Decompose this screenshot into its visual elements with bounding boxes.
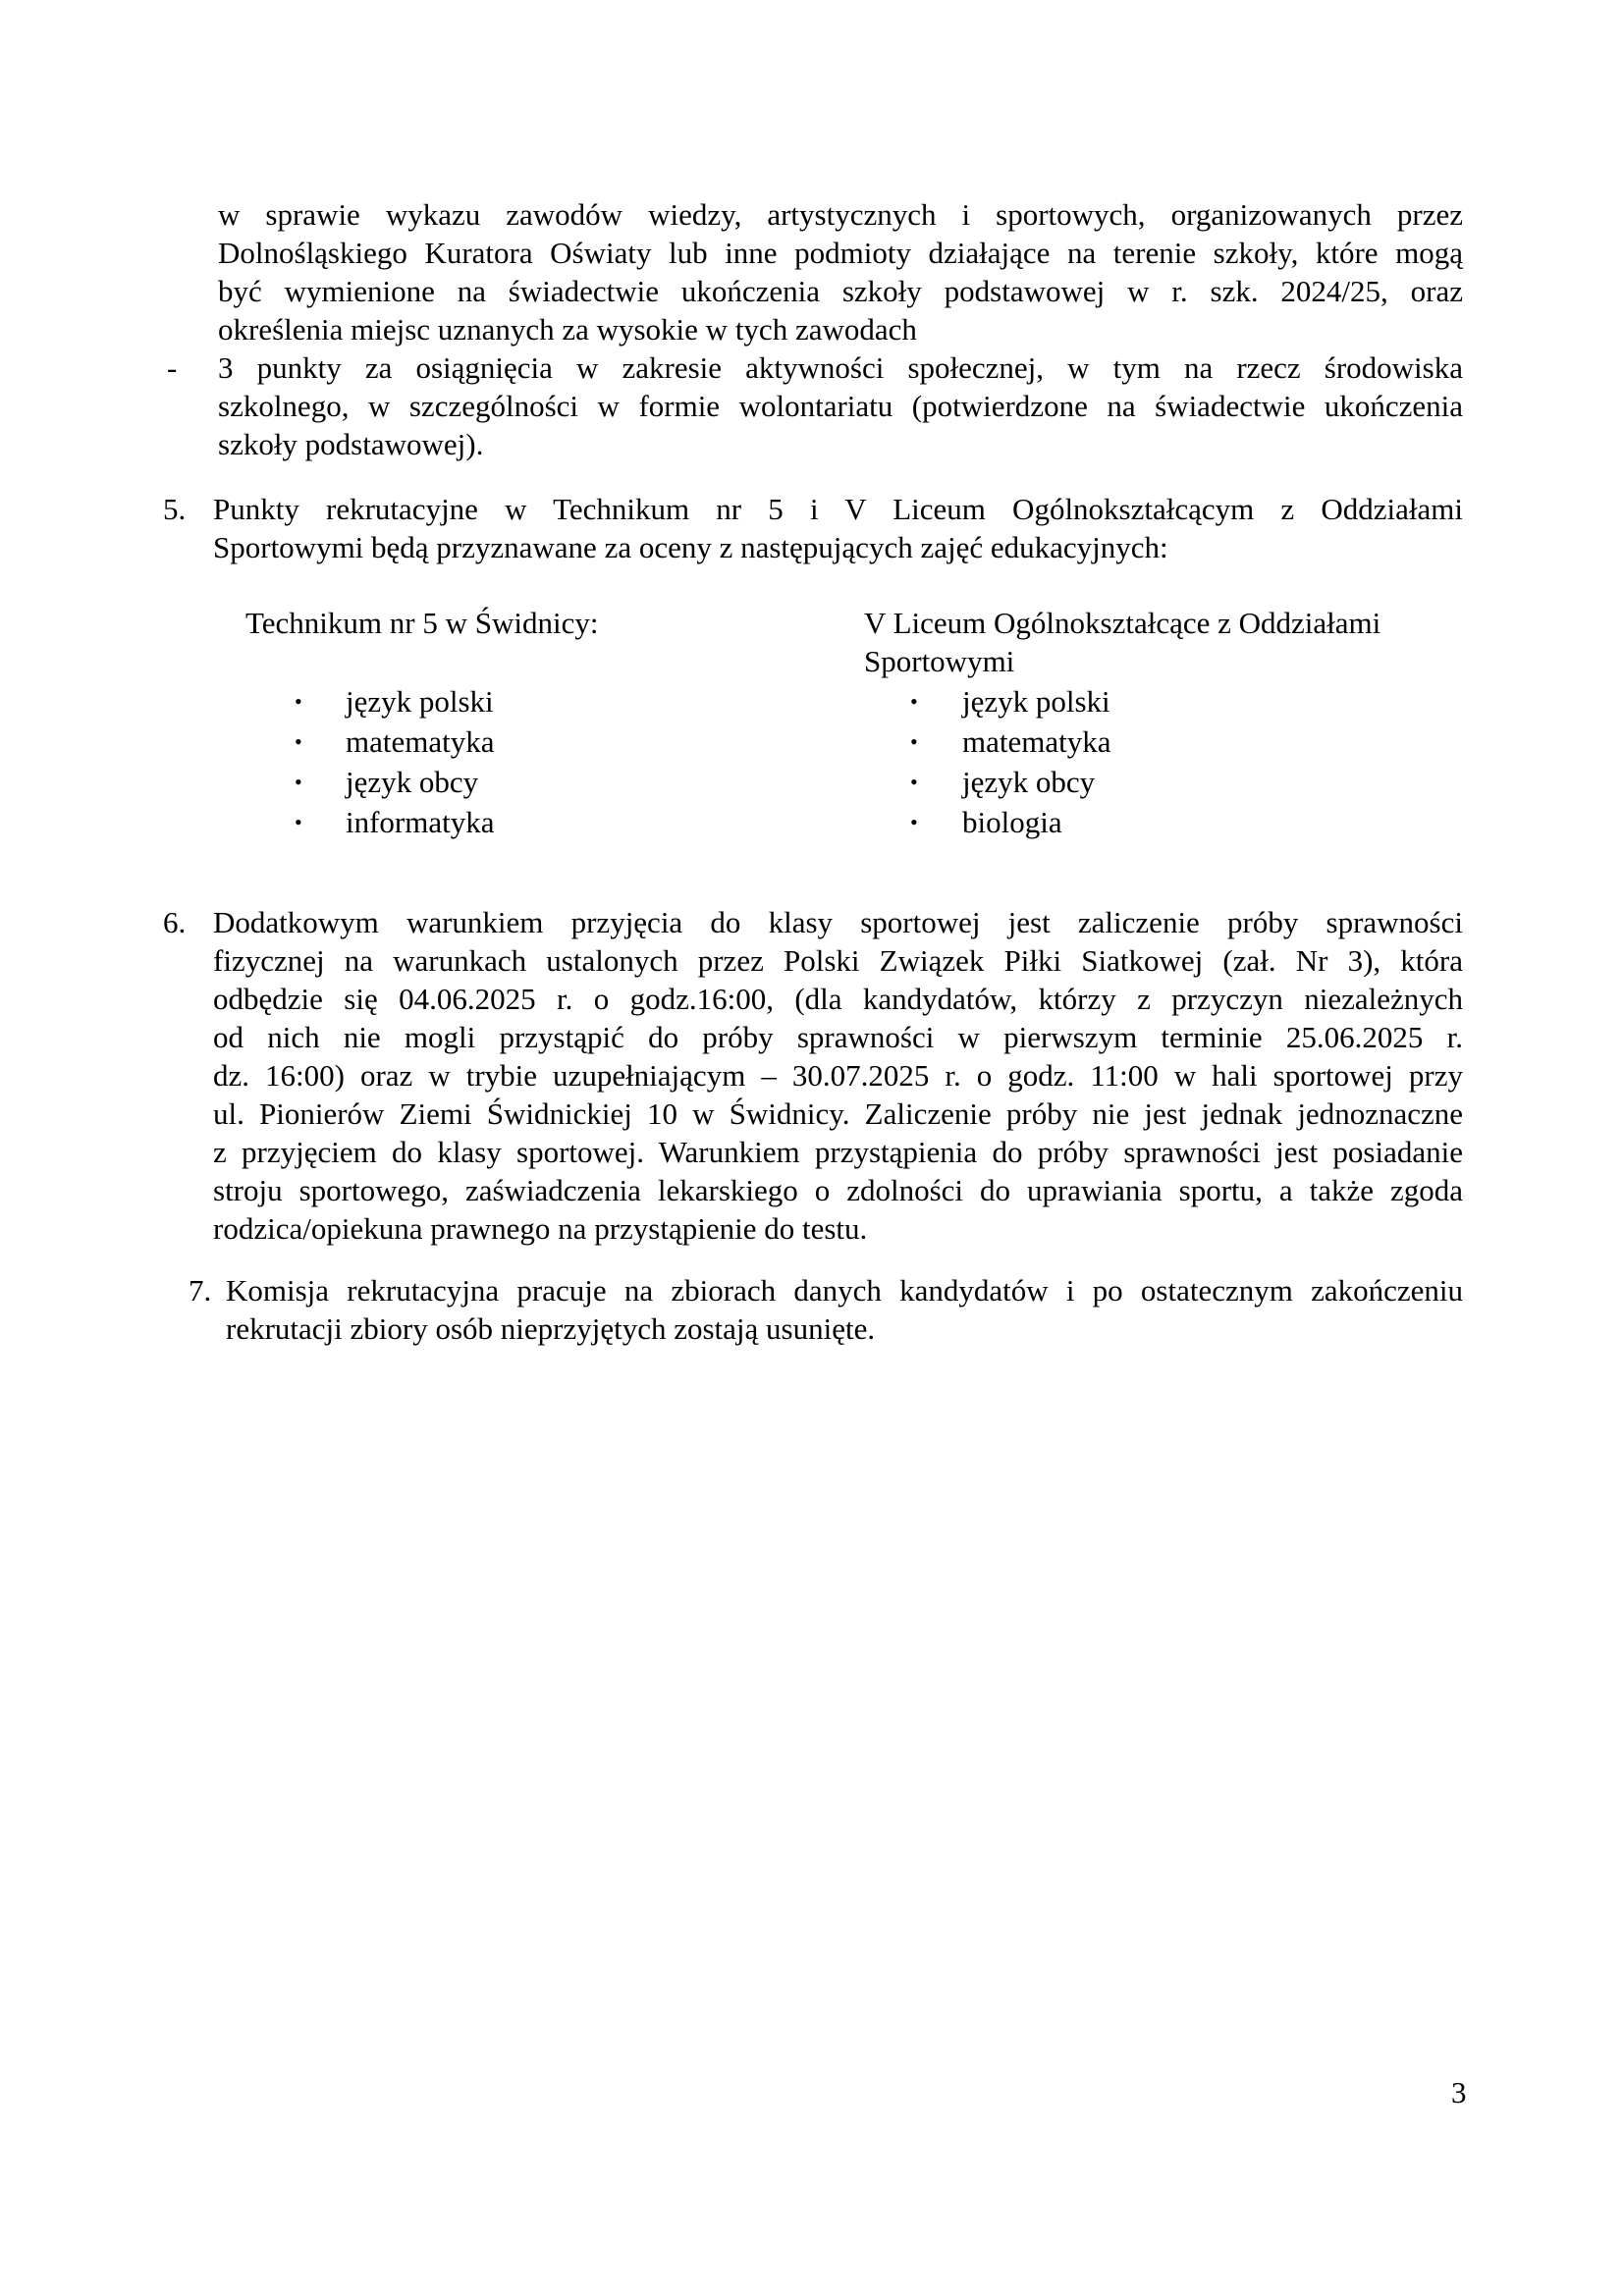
- item-6-line-8: stroju sportowego, zaświadczenia lekarskiego o zdolności do uprawiania sportu, a także zgoda: [213, 1173, 1463, 1207]
- subjects-left-item-3: język obcy: [346, 765, 479, 799]
- bullet-icon: •: [910, 810, 918, 834]
- item-6-line-5: dz. 16:00) oraz w trybie uzupełniającym – 30.07.2025 r. o godz. 11:00 w hali sportowej przy: [213, 1058, 1463, 1093]
- bullet-icon: •: [910, 729, 918, 754]
- item-6-line-9: rodzica/opiekuna prawnego na przystąpienie do testu.: [213, 1211, 868, 1246]
- item-7-number: 7.: [189, 1273, 212, 1308]
- subjects-left-heading: Technikum nr 5 w Świdnicy:: [245, 606, 599, 640]
- bullet-icon: •: [910, 689, 918, 714]
- page-number: 3: [1451, 2075, 1467, 2109]
- item-6-line-3: odbędzie się 04.06.2025 r. o godz.16:00, (dla kandydatów, którzy z przyczyn niezależnych: [213, 982, 1463, 1016]
- dash-item-line-3: szkoły podstawowej).: [218, 427, 484, 461]
- item-6-line-7: z przyjęciem do klasy sportowej. Warunkiem przystąpienia do próby sprawności jest posiadanie: [213, 1135, 1463, 1169]
- subjects-right-item-1: język polski: [962, 684, 1110, 719]
- item-7-line-2: rekrutacji zbiory osób nieprzyjętych zostają usunięte.: [226, 1311, 876, 1346]
- bullet-icon: •: [295, 689, 302, 714]
- cont-paragraph-line-2: Dolnośląskiego Kuratora Oświaty lub inne podmioty działające na terenie szkoły, które mogą: [218, 236, 1463, 270]
- subjects-right-item-3: język obcy: [962, 765, 1096, 799]
- bullet-icon: •: [295, 729, 302, 754]
- bullet-icon: •: [910, 770, 918, 794]
- item-6-line-1: Dodatkowym warunkiem przyjęcia do klasy sportowej jest zaliczenie próby sprawności: [213, 905, 1463, 939]
- item-5-line-2: Sportowymi będą przyznawane za oceny z następujących zajęć edukacyjnych:: [213, 530, 1168, 564]
- subjects-right-item-2: matematyka: [962, 724, 1111, 759]
- item-5-line-1: Punkty rekrutacyjne w Technikum nr 5 i V Liceum Ogólnokształcącym z Oddziałami: [213, 492, 1463, 526]
- item-7-line-1: Komisja rekrutacyjna pracuje na zbiorach danych kandydatów i po ostatecznym zakończeniu: [226, 1273, 1463, 1308]
- subjects-right-heading-line-1: V Liceum Ogólnokształcące z Oddziałami: [864, 606, 1381, 640]
- subjects-left-item-1: język polski: [346, 684, 494, 719]
- bullet-icon: •: [295, 770, 302, 794]
- dash-marker: -: [167, 350, 178, 385]
- item-6-line-6: ul. Pionierów Ziemi Świdnickiej 10 w Świdnicy. Zaliczenie próby nie jest jednak jednoznaczne: [213, 1096, 1463, 1131]
- subjects-right-heading-line-2: Sportowymi: [864, 644, 1015, 678]
- dash-item-line-2: szkolnego, w szczególności w formie wolontariatu (potwierdzone na świadectwie ukończenia: [218, 389, 1463, 423]
- subjects-left-item-2: matematyka: [346, 724, 495, 759]
- dash-item-line-1: 3 punkty za osiągnięcia w zakresie aktywności społecznej, w tym na rzecz środowiska: [218, 350, 1463, 385]
- item-5-number: 5.: [163, 492, 187, 526]
- item-6-line-2: fizycznej na warunkach ustalonych przez Polski Związek Piłki Siatkowej (zał. Nr 3), która: [213, 943, 1463, 978]
- subjects-left-item-4: informatyka: [346, 805, 495, 839]
- bullet-icon: •: [295, 810, 302, 834]
- cont-paragraph-line-4: określenia miejsc uznanych za wysokie w tych zawodach: [218, 312, 917, 347]
- item-6-line-4: od nich nie mogli przystąpić do próby sprawności w pierwszym terminie 25.06.2025 r.: [213, 1020, 1463, 1054]
- cont-paragraph-line-3: być wymienione na świadectwie ukończenia szkoły podstawowej w r. szk. 2024/25, oraz: [218, 274, 1463, 308]
- cont-paragraph-line-1: w sprawie wykazu zawodów wiedzy, artystycznych i sportowych, organizowanych przez: [218, 197, 1463, 232]
- subjects-right-item-4: biologia: [962, 805, 1062, 839]
- item-6-number: 6.: [163, 905, 187, 939]
